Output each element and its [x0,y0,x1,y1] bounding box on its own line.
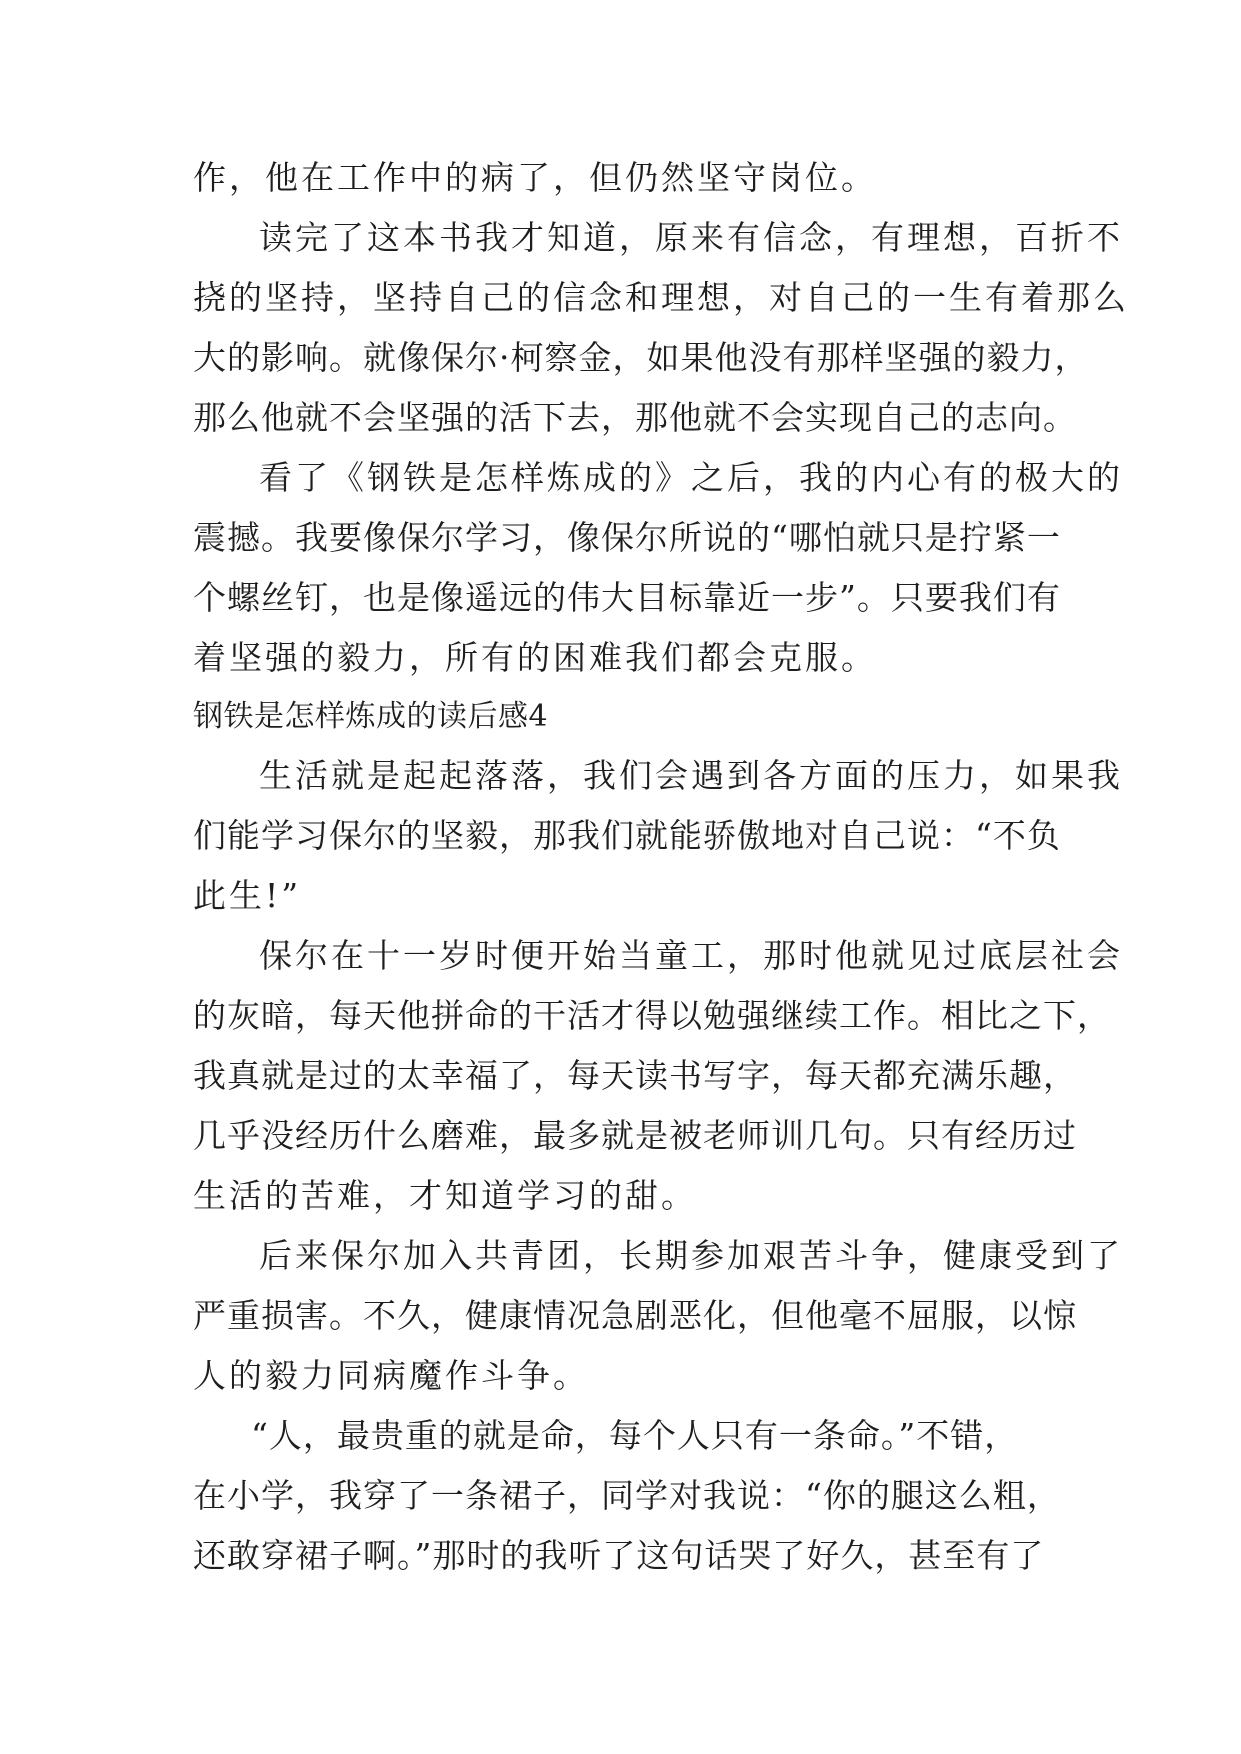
text-line: 作，他在工作中的病了，但仍然坚守岗位。 [193,158,877,197]
text-line: 大的影响。就像保尔·柯察金，如果他没有那样坚强的毅力， [193,338,1089,377]
text-line: 我真就是过的太幸福了，每天读书写字，每天都充满乐趣， [193,1056,1077,1095]
text-line: 着坚强的毅力，所有的困难我们都会克服。 [193,638,877,677]
text-line: 震撼。我要像保尔学习，像保尔所说的“哪怕就只是拧紧一 [193,518,1061,557]
text-line: 生活的苦难，才知道学习的甜。 [193,1176,697,1215]
text-line: 的灰暗，每天他拼命的干活才得以勉强继续工作。相比之下， [193,996,1111,1035]
text-line: 在小学，我穿了一条裙子，同学对我说：“你的腿这么粗， [193,1476,1061,1515]
paragraph-first-line: 后来保尔加入共青团，长期参加艰苦斗争，健康受到了 [259,1236,1123,1275]
paragraph-first-line: 读完了这本书我才知道，原来有信念，有理想，百折不 [259,218,1123,257]
section-heading: 钢铁是怎样炼成的读后感4 [193,699,549,734]
document-body [193,148,1129,1586]
text-line: 还敢穿裙子啊。”那时的我听了这句话哭了好久，甚至有了 [193,1536,1045,1575]
text-line: 几乎没经历什么磨难，最多就是被老师训几句。只有经历过 [193,1116,1077,1155]
text-line: 严重损害。不久，健康情况急剧恶化，但他毫不屈服，以惊 [193,1296,1077,1335]
text-line: 此生!” [193,876,302,915]
paragraph-first-line: 保尔在十一岁时便开始当童工，那时他就见过底层社会 [259,936,1123,975]
paragraph-first-line: 看了《钢铁是怎样炼成的》之后，我的内心有的极大的 [259,458,1123,497]
text-line: 们能学习保尔的坚毅，那我们就能骄傲地对自己说：“不负 [193,816,1061,855]
text-line: 个螺丝钉，也是像遥远的伟大目标靠近一步”。只要我们有 [193,578,1061,617]
text-line: 那么他就不会坚强的活下去，那他就不会实现自己的志向。 [193,398,1077,437]
paragraph-first-line: 生活就是起起落落，我们会遇到各方面的压力，如果我 [259,756,1123,795]
paragraph-first-line: “人，最贵重的就是命，每个人只有一条命。”不错， [251,1416,1019,1455]
text-line: 人的毅力同病魔作斗争。 [193,1356,589,1395]
text-line: 挠的坚持，坚持自己的信念和理想，对自己的一生有着那么 [193,278,1129,317]
